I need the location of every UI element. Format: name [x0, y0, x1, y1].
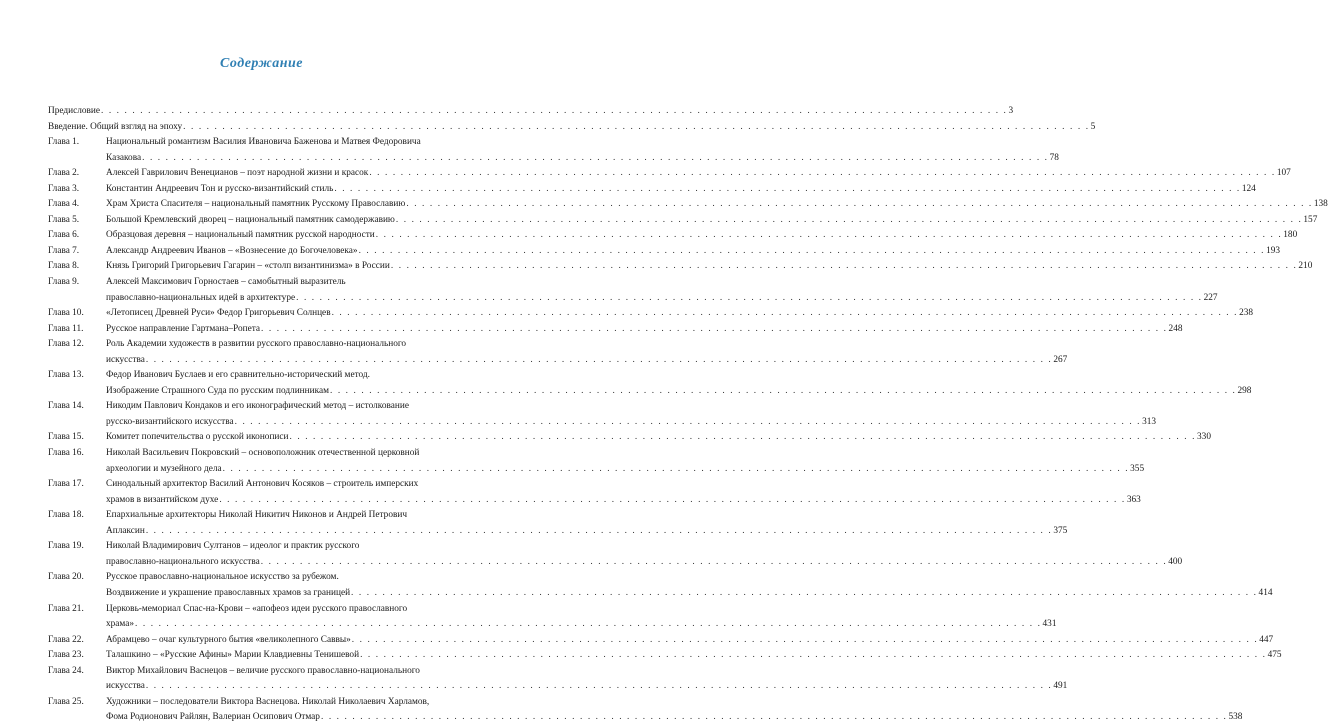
page-number: 491 — [1053, 681, 1068, 692]
entry-title-line: Фома Родионович Райлян, Валериан Осипович Отмар — [106, 712, 320, 723]
toc-entry — [48, 446, 1145, 477]
dot-leader — [146, 524, 1053, 540]
page-number: 193 — [1266, 245, 1281, 256]
dot-leader — [352, 633, 1259, 649]
entry-title-line: Казакова — [106, 152, 142, 163]
toc-entry — [48, 120, 1096, 136]
toc-entry — [48, 508, 1068, 539]
page-number: 157 — [1303, 214, 1318, 225]
entry-title-line: Воздвижение и украшение православных храмов за границей — [106, 587, 351, 598]
page-number: 267 — [1053, 354, 1068, 365]
dot-leader — [369, 166, 1276, 182]
table-of-contents — [48, 104, 1328, 726]
entry-title-line: Синодальный архитектор Василий Антонович Косяков – строитель имперских — [106, 479, 419, 490]
toc-entry — [48, 664, 1068, 695]
entry-title-line: Талашкино – «Русские Афины» Марии Клавдиевны Тенишевой — [106, 650, 360, 661]
entry-title-line: Никодим Павлович Кондаков и его иконографический метод – истолкование — [106, 401, 409, 412]
entry-title-line: Введение. Общий взгляд на эпоху — [48, 121, 183, 132]
toc-entry — [48, 197, 1328, 213]
chapter-label: Глава 2. — [48, 168, 80, 179]
toc-entry — [48, 135, 1059, 166]
dot-leader — [359, 244, 1266, 260]
page-number: 248 — [1168, 323, 1183, 334]
dot-leader — [101, 104, 1008, 120]
chapter-label: Глава 7. — [48, 245, 80, 256]
entry-title-line: Константин Андреевич Тон и русско-византийский стиль — [106, 183, 334, 194]
entry-title-line: Николай Владимирович Султанов – идеолог и практик русского — [106, 541, 360, 552]
chapter-label: Глава 16. — [48, 448, 84, 459]
toc-entry — [48, 633, 1274, 649]
chapter-label: Глава 24. — [48, 665, 84, 676]
dot-leader — [360, 648, 1267, 664]
entry-title-line: русско-византийского искусства — [106, 416, 234, 427]
toc-entry — [48, 570, 1273, 601]
toc-entry — [48, 259, 1313, 275]
entry-title-line: Виктор Михайлович Васнецов – величие русского православно-национального — [106, 665, 420, 676]
toc-entry — [48, 399, 1157, 430]
chapter-label: Глава 13. — [48, 370, 84, 381]
chapter-label: Глава 19. — [48, 541, 84, 552]
chapter-label: Глава 15. — [48, 432, 84, 443]
entry-title-line: Князь Григорий Григорьевич Гагарин – «столп византинизма» в России — [106, 261, 390, 272]
toc-entry — [48, 602, 1057, 633]
entry-title-line: искусства — [106, 681, 145, 692]
entry-title-line: «Летописец Древней Руси» Федор Григорьевич Солнцев — [106, 308, 331, 319]
chapter-label: Глава 4. — [48, 199, 80, 210]
entry-title-line: Николай Васильевич Покровский – основоположник отечественной церковной — [106, 448, 420, 459]
page-number: 475 — [1267, 650, 1282, 661]
page-number: 400 — [1168, 556, 1183, 567]
chapter-label: Глава 18. — [48, 510, 84, 521]
toc-entry — [48, 695, 1243, 726]
toc-entry — [48, 306, 1254, 322]
chapter-label: Глава 21. — [48, 603, 84, 614]
page-number: 298 — [1237, 385, 1252, 396]
dot-leader — [391, 259, 1298, 275]
entry-title-line: искусства — [106, 354, 145, 365]
page-number: 5 — [1090, 121, 1096, 132]
entry-title-line: Храм Христа Спасителя – национальный памятник Русскому Православию — [106, 199, 406, 210]
dot-leader — [290, 430, 1197, 446]
page-number: 238 — [1239, 308, 1254, 319]
entry-title-line: храмов в византийском духе — [106, 494, 219, 505]
entry-title-line: Алексей Гаврилович Венецианов – поэт народной жизни и красок — [106, 168, 369, 179]
dot-leader — [183, 120, 1090, 136]
entry-title-line: храма» — [106, 619, 135, 630]
chapter-label: Глава 25. — [48, 696, 84, 707]
entry-title-line: Роль Академии художеств в развитии русского православно-национального — [106, 339, 407, 350]
dot-leader — [321, 710, 1228, 726]
dot-leader — [332, 306, 1239, 322]
chapter-label: Глава 11. — [48, 323, 84, 334]
page-number: 227 — [1203, 292, 1218, 303]
chapter-label: Глава 3. — [48, 183, 80, 194]
entry-title-line: Русское православно-национальное искусство за рубежом. — [106, 572, 339, 583]
page-number: 78 — [1049, 152, 1059, 163]
dot-leader — [376, 228, 1283, 244]
page-number: 538 — [1228, 712, 1243, 723]
dot-leader — [219, 493, 1126, 509]
entry-title-line: православно-национальных идей в архитектуре — [106, 292, 296, 303]
page-number: 431 — [1042, 619, 1057, 630]
entry-title-line: Русское направление Гартмана–Ропета — [106, 323, 261, 334]
chapter-label: Глава 14. — [48, 401, 84, 412]
dot-leader — [334, 182, 1241, 198]
entry-title-line: Большой Кремлевский дворец – национальный памятник самодержавию — [106, 214, 395, 225]
dot-leader — [396, 213, 1303, 229]
dot-leader — [261, 555, 1168, 571]
dot-leader — [142, 151, 1049, 167]
dot-leader — [261, 322, 1168, 338]
page-title: Содержание — [220, 56, 303, 71]
toc-entry — [48, 182, 1256, 198]
dot-leader — [406, 197, 1313, 213]
chapter-label: Глава 23. — [48, 650, 84, 661]
page-number: 124 — [1241, 183, 1256, 194]
dot-leader — [351, 586, 1258, 602]
toc-entry — [48, 430, 1211, 446]
entry-title-line: Национальный романтизм Василия Ивановича Баженова и Матвея Федоровича — [106, 137, 421, 148]
chapter-label: Глава 20. — [48, 572, 84, 583]
dot-leader — [223, 462, 1130, 478]
toc-entry — [48, 213, 1318, 229]
page-number: 355 — [1130, 463, 1145, 474]
page-number: 447 — [1259, 634, 1274, 645]
dot-leader — [296, 291, 1203, 307]
toc-entry — [48, 368, 1252, 399]
toc-entry — [48, 244, 1281, 260]
chapter-label: Глава 5. — [48, 214, 80, 225]
page-number: 363 — [1126, 494, 1141, 505]
chapter-label: Глава 6. — [48, 230, 80, 241]
page-number: 3 — [1008, 106, 1014, 116]
chapter-label: Глава 1. — [48, 137, 80, 148]
toc-entry — [48, 539, 1183, 570]
toc-entry — [48, 166, 1291, 182]
dot-leader — [135, 617, 1042, 633]
page-number: 107 — [1276, 168, 1291, 179]
entry-title-line: Аплаксин — [106, 525, 145, 536]
page-number: 138 — [1313, 199, 1328, 210]
toc-entry — [48, 228, 1298, 244]
entry-title-line: Абрамцево – очаг культурного бытия «великолепного Саввы» — [106, 634, 351, 645]
toc-entry — [48, 477, 1141, 508]
chapter-label: Глава 9. — [48, 277, 80, 288]
entry-title-line: Церковь-мемориал Спас-на-Крови – «апофеоз идеи русского православного — [106, 603, 408, 614]
page-number: 180 — [1283, 230, 1298, 241]
chapter-label: Глава 22. — [48, 634, 84, 645]
toc-entry — [48, 275, 1218, 306]
entry-title-line: Предисловие — [48, 106, 100, 116]
entry-title-line: Образцовая деревня – национальный памятник русской народности — [106, 230, 375, 241]
chapter-label: Глава 10. — [48, 308, 84, 319]
entry-title-line: Федор Иванович Буслаев и его сравнительно-исторический метод. — [106, 370, 370, 381]
dot-leader — [146, 353, 1053, 369]
entry-title-line: Изображение Страшного Суда по русским подлинникам — [106, 385, 329, 396]
entry-title-line: Комитет попечительства о русской иконописи — [106, 432, 289, 443]
page-number: 375 — [1053, 525, 1068, 536]
toc-entry — [48, 104, 1014, 120]
chapter-label: Глава 17. — [48, 479, 84, 490]
entry-title-line: Александр Андреевич Иванов – «Вознесение до Богочеловека» — [106, 245, 358, 256]
page-number: 313 — [1142, 416, 1157, 427]
toc-entry — [48, 337, 1068, 368]
page-number: 414 — [1258, 587, 1273, 598]
toc-entry — [48, 648, 1282, 664]
chapter-label: Глава 12. — [48, 339, 84, 350]
entry-title-line: Алексей Максимович Горностаев – самобытный выразитель — [106, 277, 346, 288]
page-number: 210 — [1298, 261, 1313, 272]
entry-title-line: археологии и музейного дела — [106, 463, 222, 474]
entry-title-line: Епархиальные архитекторы Николай Никитич Никонов и Андрей Петрович — [106, 510, 408, 521]
toc-entry — [48, 322, 1183, 338]
dot-leader — [235, 415, 1142, 431]
chapter-label: Глава 8. — [48, 261, 80, 272]
page-number: 330 — [1197, 432, 1211, 443]
entry-title-line: православно-национального искусства — [106, 556, 260, 567]
dot-leader — [146, 679, 1053, 695]
dot-leader — [330, 384, 1237, 400]
entry-title-line: Художники – последователи Виктора Васнецова. Николай Николаевич Харламов, — [106, 696, 430, 707]
